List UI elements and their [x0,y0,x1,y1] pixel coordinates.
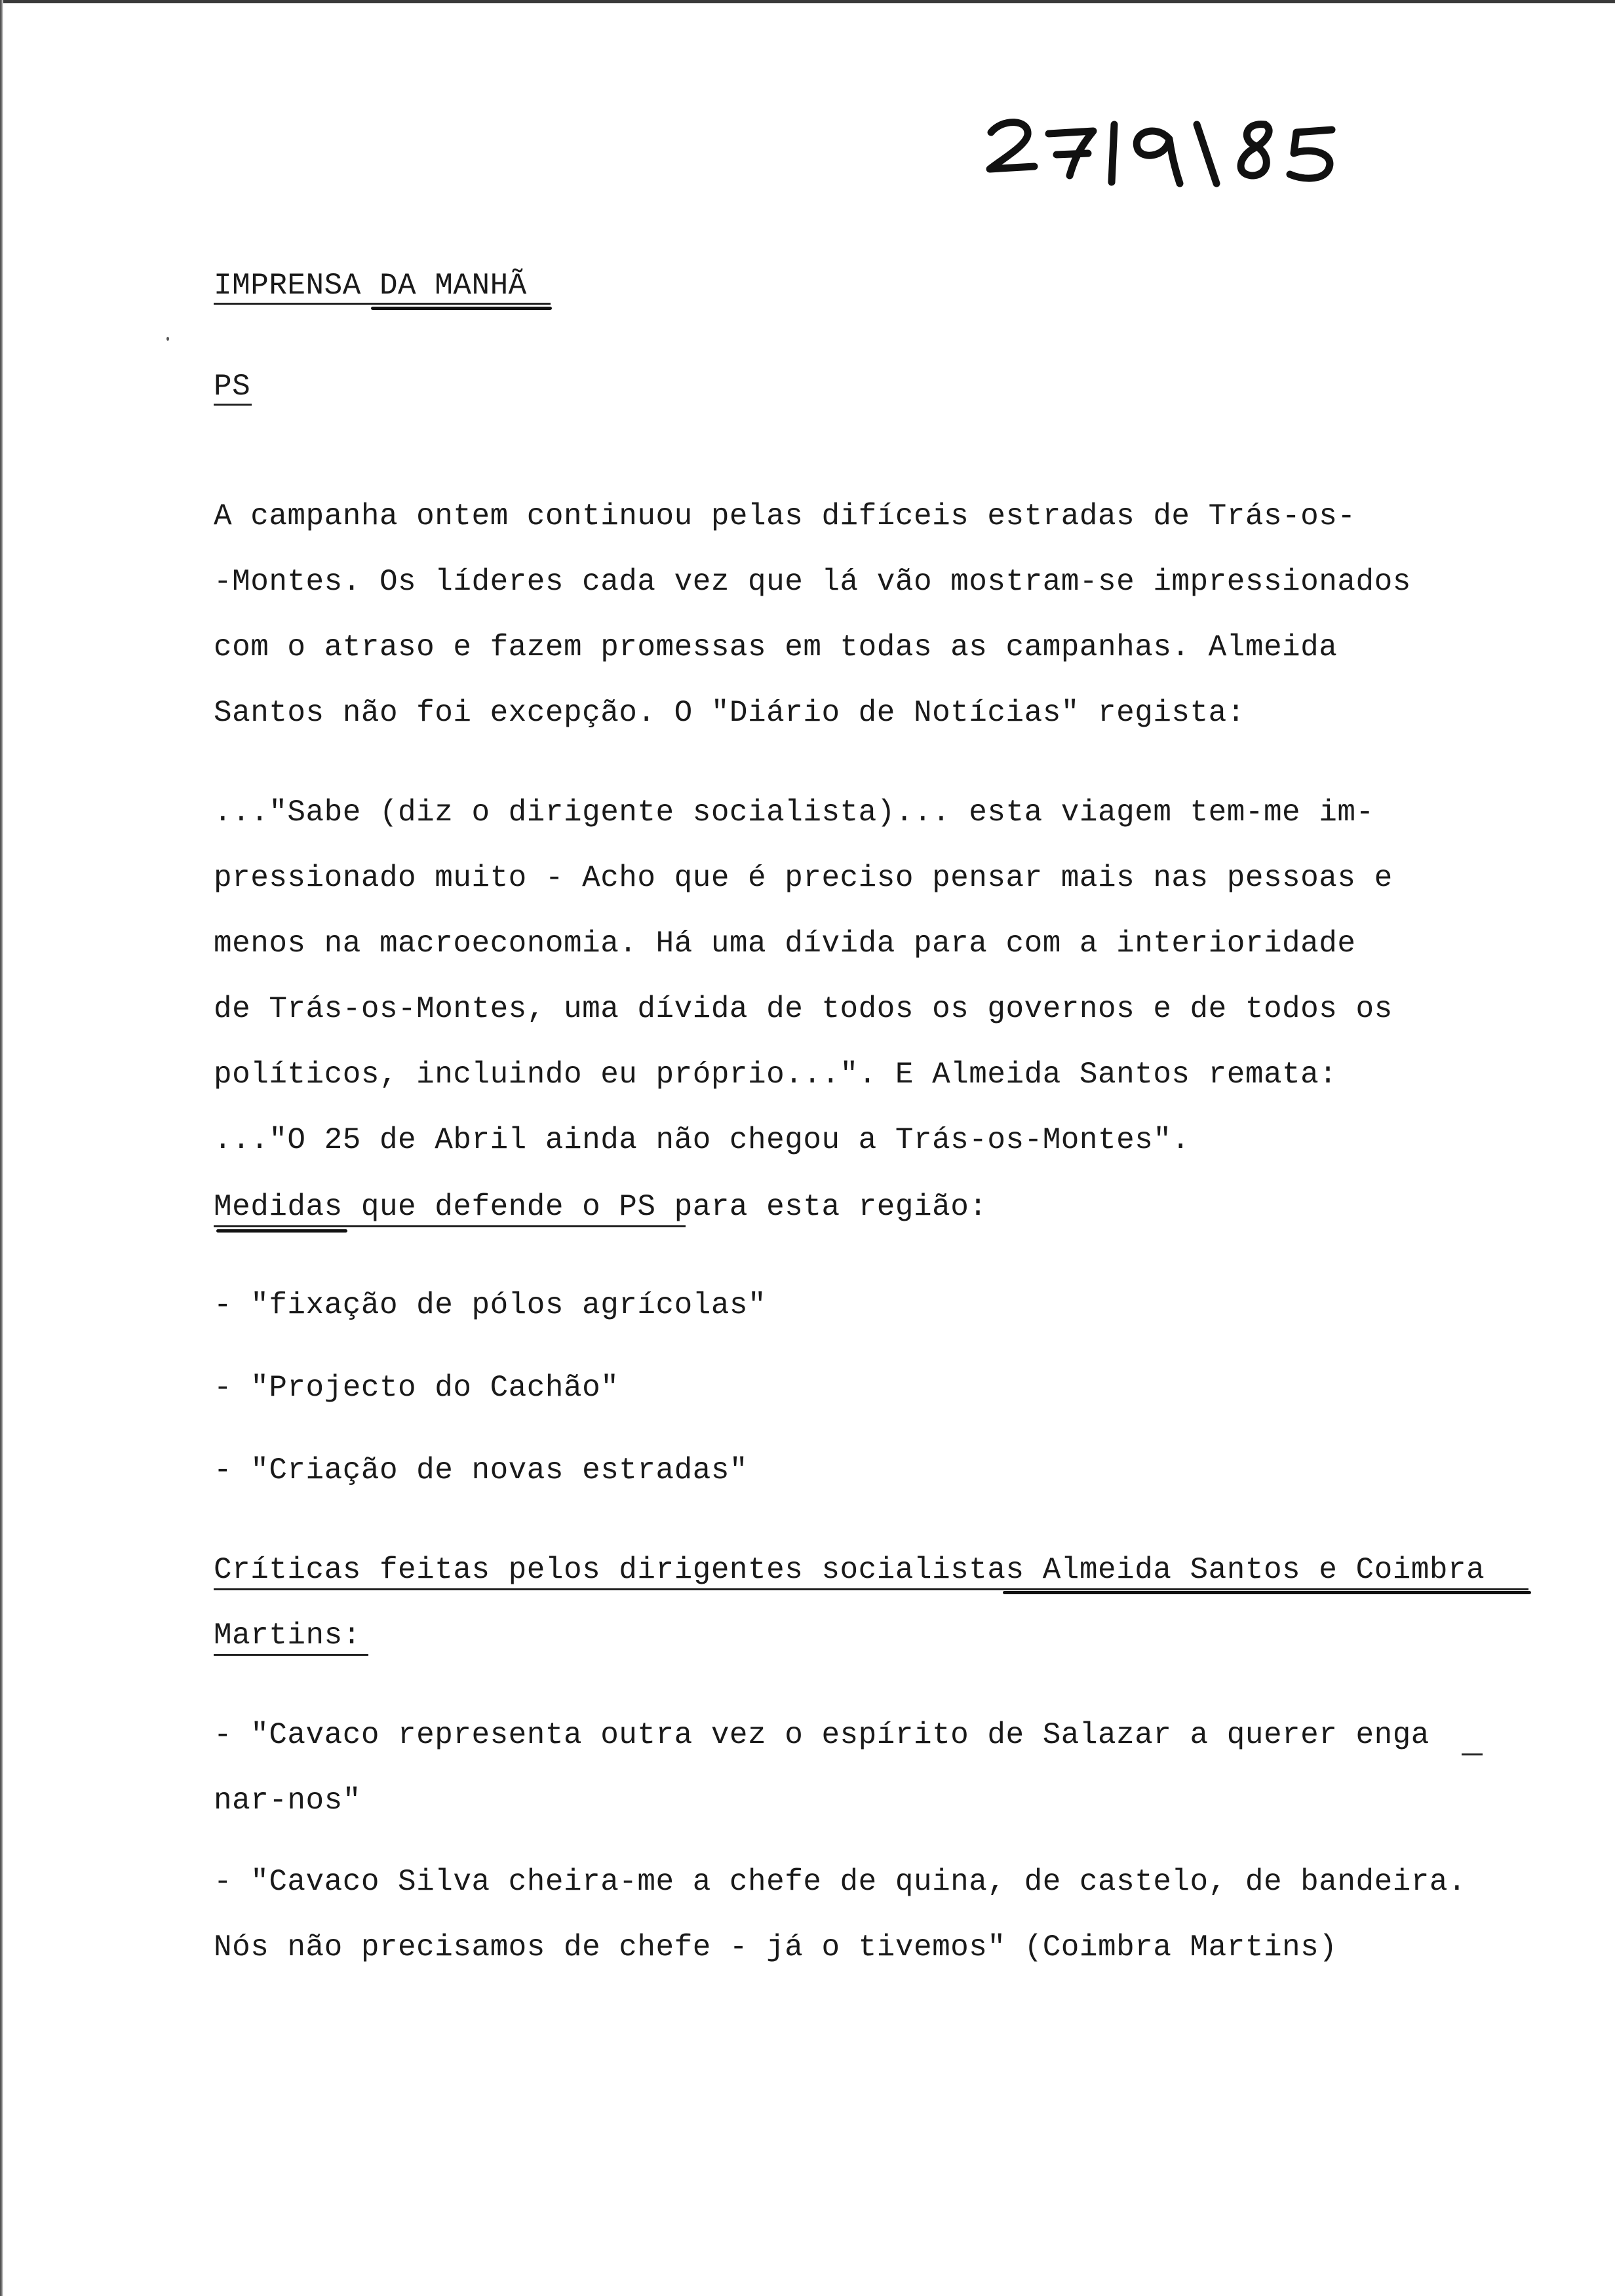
handwritten-date [983,98,1350,190]
scan-edge-left [0,0,3,2296]
measures-hand-underline [216,1229,347,1233]
measures-heading-underlined: Medidas que defende o PS [214,1190,656,1224]
critics-heading-line: Críticas feitas pelos dirigentes socialistas Almeida Santos e Coimbra [214,1553,1485,1587]
quote-line: políticos, incluindo eu próprio...". E Almeida Santos remata: [214,1058,1338,1092]
scan-speck [166,337,169,341]
quote-line: pressionado muito - Acho que é preciso pensar mais nas pessoas e [214,861,1393,895]
quote-line: menos na macroeconomia. Há uma dívida para com a interioridade [214,927,1356,961]
measures-underline [214,1225,686,1227]
critics-heading-line: Martins: [214,1618,361,1653]
list-item: - "Projecto do Cachão" [214,1371,619,1405]
critic-line: - "Cavaco representa outra vez o espírito de Salazar a querer enga [214,1718,1430,1752]
document-title: IMPRENSA DA MANHÃ [214,269,527,303]
hand-underline-mark [1462,1753,1483,1755]
section-heading: PS [214,370,251,404]
measures-heading [214,1187,987,1227]
title-underline [214,303,551,305]
title-hand-underline [371,307,552,310]
critics-underline-2 [214,1654,368,1656]
critics-hand-underline [1003,1591,1531,1594]
quote-line: ..."Sabe (diz o dirigente socialista)... esta viagem tem-me im- [214,795,1374,830]
critics-underline [214,1588,1528,1590]
paragraph-line: com o atraso e fazem promessas em todas as campanhas. Almeida [214,630,1338,664]
quote-line: ..."O 25 de Abril ainda não chegou a Trás-os-Montes". [214,1123,1190,1157]
quote-line: de Trás-os-Montes, uma dívida de todos os governos e de todos os [214,992,1393,1026]
scan-edge-top [0,0,1615,3]
list-item: - "fixação de pólos agrícolas" [214,1288,767,1322]
critic-line: - "Cavaco Silva cheira-me a chefe de quina, de castelo, de bandeira. [214,1865,1467,1899]
section-underline [214,404,252,406]
measures-heading-rest: para esta região: [655,1190,988,1224]
paragraph-line: Santos não foi excepção. O "Diário de Notícias" regista: [214,696,1245,730]
critic-line: Nós não precisamos de chefe - já o tivemos" (Coimbra Martins) [214,1930,1338,1964]
paragraph-line: A campanha ontem continuou pelas difíceis estradas de Trás-os- [214,499,1356,533]
paragraph-line: -Montes. Os líderes cada vez que lá vão mostram-se impressionados [214,565,1411,599]
list-item: - "Criação de novas estradas" [214,1453,749,1487]
critic-line: nar-nos" [214,1784,361,1818]
